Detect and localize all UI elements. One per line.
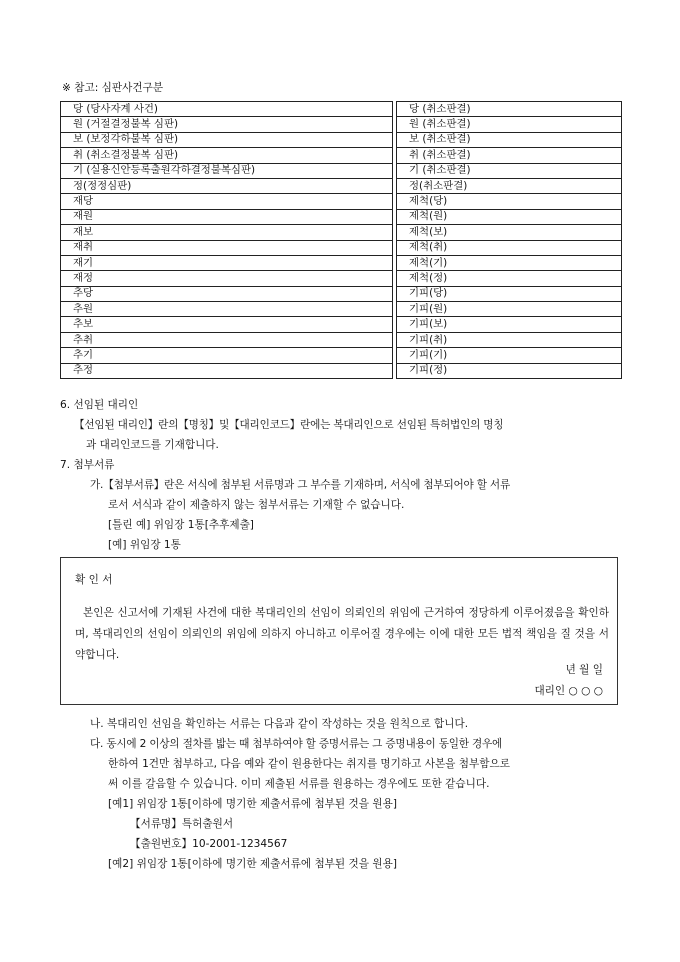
case-type-cell: 추당 (61, 286, 393, 301)
confirmation-body (75, 603, 609, 666)
confirmation-date: 년 월 일 (565, 664, 603, 676)
case-type-cell: 재정 (61, 271, 393, 286)
note-heading: ※ 참고: 심판사건구분 (62, 82, 164, 94)
judgment-type-cell: 기피(원) (397, 302, 622, 317)
table-row (61, 163, 622, 178)
table-row (61, 194, 622, 209)
case-type-cell: 추원 (61, 302, 393, 317)
judgment-type-cell: 보 (취소판결) (397, 132, 622, 147)
na-line: 나. 복대리인 선임을 확인하는 서류는 다음과 같이 작성하는 것을 원칙으로 합니다. (90, 718, 469, 730)
case-type-cell: 보 (보정각하불복 심판) (61, 132, 393, 147)
table-row (61, 255, 622, 270)
example: [예] 위임장 1통 (108, 539, 181, 551)
case-type-cell: 추정 (61, 363, 393, 378)
judgment-type-cell: 원 (취소판결) (397, 117, 622, 132)
example1: [예1] 위임장 1통[이하에 명기한 제출서류에 첨부된 것을 원용] (108, 798, 397, 810)
judgment-type-cell: 당 (취소판결) (397, 102, 622, 117)
judgment-type-cell: 기피(당) (397, 286, 622, 301)
section7-ga-line2: 로서 서식과 같이 제출하지 않는 첨부서류는 기재할 수 없습니다. (108, 499, 405, 511)
judgment-type-cell: 제척(정) (397, 271, 622, 286)
section7-heading: 7. 첨부서류 (60, 459, 115, 471)
table-row (61, 332, 622, 347)
case-type-cell: 취 (취소결정불복 심판) (61, 148, 393, 163)
judgment-type-cell: 제척(기) (397, 255, 622, 270)
case-type-cell: 재원 (61, 209, 393, 224)
da-line1: 다. 동시에 2 이상의 절차를 밟는 때 첨부하여야 할 증명서류는 그 증명내용이 동일한 경우에 (90, 738, 503, 750)
table-row (61, 317, 622, 332)
judgment-type-cell: 정(취소판결) (397, 178, 622, 193)
da-line2: 한하여 1건만 첨부하고, 다음 예와 같이 원용한다는 취지를 명기하고 사본을 첨부함으로 (108, 758, 510, 770)
table-row (61, 348, 622, 363)
table-row (61, 148, 622, 163)
judgment-type-cell: 기피(기) (397, 348, 622, 363)
table-row (61, 225, 622, 240)
case-classification-table (60, 101, 622, 379)
case-type-cell: 원 (거절결정불복 심판) (61, 117, 393, 132)
table-row (61, 302, 622, 317)
table-row (61, 132, 622, 147)
wrong-example: [틀린 예] 위임장 1통[추후제출] (108, 519, 254, 531)
case-type-cell: 재보 (61, 225, 393, 240)
table-row (61, 363, 622, 378)
table-row (61, 209, 622, 224)
judgment-type-cell: 취 (취소판결) (397, 148, 622, 163)
case-type-cell: 추보 (61, 317, 393, 332)
case-type-cell: 재취 (61, 240, 393, 255)
judgment-type-cell: 기피(보) (397, 317, 622, 332)
da-line3: 써 이를 갈음할 수 있습니다. 이미 제출된 서류를 원용하는 경우에도 또한 같습니다. (108, 778, 490, 790)
example2: [예2] 위임장 1통[이하에 명기한 제출서류에 첨부된 것을 원용] (108, 858, 397, 870)
example1-app-number: 【출원번호】10-2001-1234567 (130, 838, 288, 850)
case-type-cell: 추취 (61, 332, 393, 347)
confirmation-title: 확 인 서 (75, 574, 113, 586)
judgment-type-cell: 제척(원) (397, 209, 622, 224)
judgment-type-cell: 제척(당) (397, 194, 622, 209)
judgment-type-cell: 제척(취) (397, 240, 622, 255)
section7-ga-line1: 가.【첨부서류】란은 서식에 첨부된 서류명과 그 부수를 기재하며, 서식에 첨부되어야 할 서류 (90, 479, 511, 491)
example1-doc-name: 【서류명】특허출원서 (130, 818, 234, 830)
case-type-cell: 정(정정심판) (61, 178, 393, 193)
table-row (61, 271, 622, 286)
judgment-type-cell: 기피(정) (397, 363, 622, 378)
table-row (61, 286, 622, 301)
section6-line1: 【선임된 대리인】란의【명칭】및【대리인코드】란에는 복대리인으로 선임된 특허법인의 명칭 (74, 419, 504, 431)
case-type-cell: 추기 (61, 348, 393, 363)
judgment-type-cell: 기 (취소판결) (397, 163, 622, 178)
case-type-cell: 재기 (61, 255, 393, 270)
case-type-cell: 재당 (61, 194, 393, 209)
table-row (61, 178, 622, 193)
section6-heading: 6. 선임된 대리인 (60, 399, 139, 411)
case-type-cell: 당 (당사자계 사건) (61, 102, 393, 117)
table-row (61, 240, 622, 255)
judgment-type-cell: 기피(취) (397, 332, 622, 347)
table-row (61, 102, 622, 117)
case-type-cell: 기 (실용신안등록출원각하결정불복심판) (61, 163, 393, 178)
section6-line2: 과 대리인코드를 기재합니다. (86, 439, 219, 451)
confirmation-body-text: 본인은 신고서에 기재된 사건에 대한 복대리인의 선임이 의뢰인의 위임에 근거하여 정당하게 이루어졌음을 확인하며, 복대리인의 선임이 의뢰인의 위임에 의하지 아니하고 이루어질 경우에는 이에 대한 모든 법적 책임을 질 것을 서약합니다. (75, 607, 609, 661)
confirmation-agent: 대리인 ○ ○ ○ (534, 685, 603, 697)
confirmation-box (60, 557, 618, 705)
judgment-type-cell: 제척(보) (397, 225, 622, 240)
table-row (61, 117, 622, 132)
